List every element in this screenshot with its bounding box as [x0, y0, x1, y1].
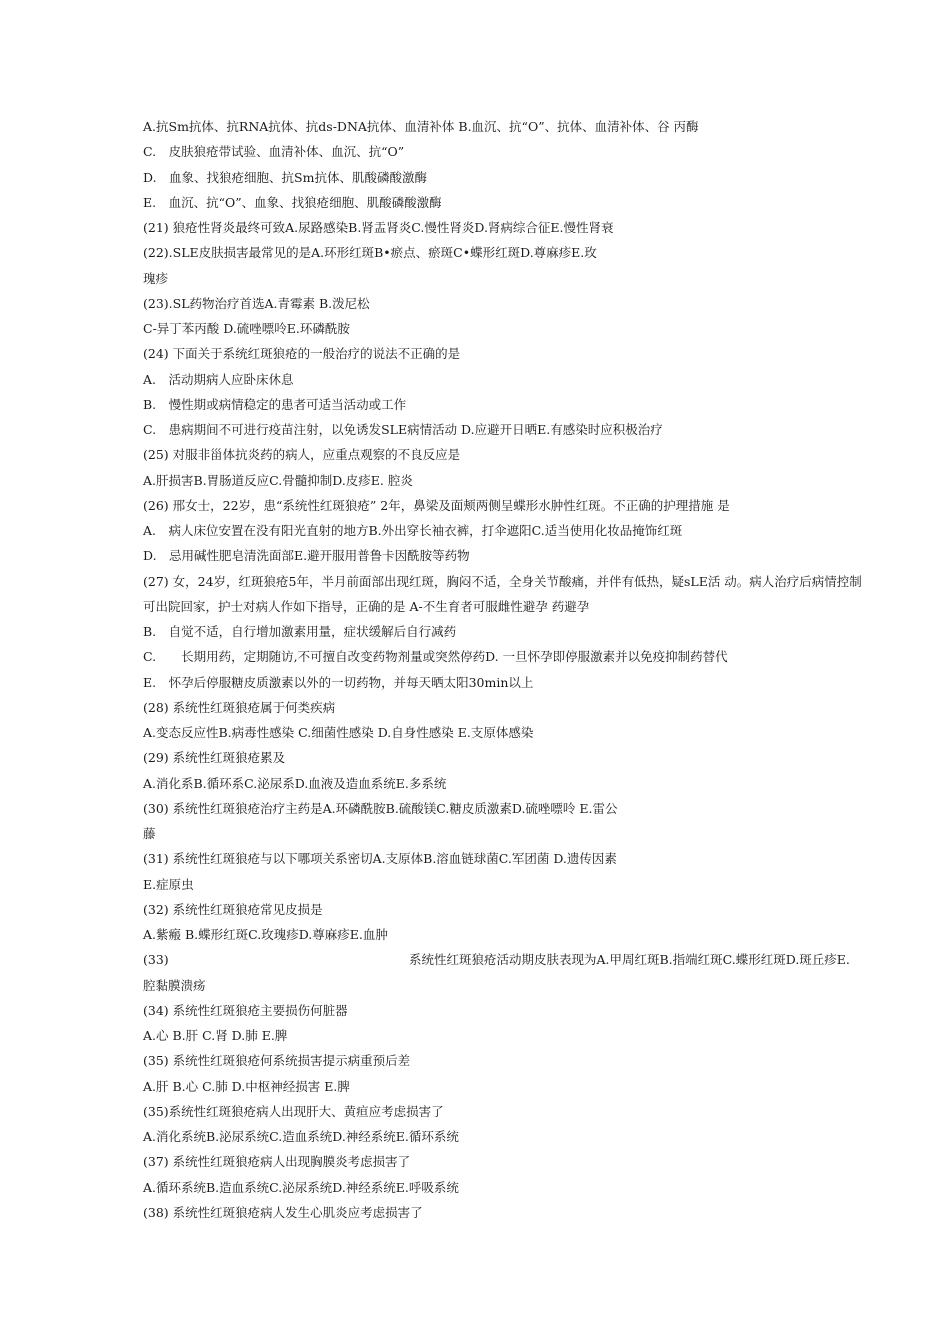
text-line: C. 患病期间不可进行疫苗注射，以免诱发SLE病情活动 D.应避开日晒E.有感染时应积极治疗 [143, 422, 663, 437]
text-line: C. 长期用药，定期随访,不可擅自改变药物剂量或突然停药D. 一旦怀孕即停服激素并以免疫抑制药替代 [143, 649, 728, 664]
text-line-q33 [143, 951, 850, 969]
text-line: A.抗Sm抗体、抗RNA抗体、抗ds-DNA抗体、血清补体 B.血沉、抗“O”、抗体、血清补体、谷 丙酶 [143, 119, 699, 134]
text-line: (27) 女，24岁，红斑狼疮5年，半月前面部出现红斑，胸闷不适，全身关节酸痛，并伴有低热，疑sLE活 动。病人治疗后病情控制 [143, 574, 862, 589]
text-line: 瑰疹 [143, 271, 169, 286]
text-line: 可出院回家，护士对病人作如下指导，正确的是 A-不生育者可服雌性避孕 药避孕 [143, 599, 590, 614]
text-line: D. 血象、找狼疮细胞、抗Sm抗体、肌酸磷酸激酶 [143, 170, 427, 185]
text-line: E. 怀孕后停服糖皮质激素以外的一切药物，并每天晒太阳30min以上 [143, 675, 534, 690]
text-line: A. 活动期病人应卧床休息 [143, 372, 294, 387]
text-line: (32) 系统性红斑狼疮常见皮损是 [143, 902, 323, 917]
text-line: (22).SLE皮肤损害最常见的是A.环形红斑B•瘀点、瘀斑C•蝶形红斑D.尊麻疹E.玫 [143, 245, 597, 260]
text-line: (23).SL药物治疗首选A.青霉素 B.泼尼松 [143, 296, 370, 311]
text-line: (26) 邢女士，22岁，患“系统性红斑狼疮” 2年，鼻梁及面颊两侧呈蝶形水肿性红斑。不正确的护理措施 是 [143, 498, 730, 513]
text-line: (37) 系统性红斑狼疮病人出现胸膜炎考虑损害了 [143, 1154, 411, 1169]
text-line: A.心 B.肝 C.肾 D.肺 E.脾 [143, 1028, 288, 1043]
text-line: A. 病人床位安置在没有阳光直射的地方B.外出穿长袖衣裤，打伞遮阳C.适当使用化妆品掩饰红斑 [143, 523, 683, 538]
text-line: B. 慢性期或病情稳定的患者可适当活动或工作 [143, 397, 407, 412]
question-text: 系统性红斑狼疮活动期皮肤表现为A.甲周红斑B.指端红斑C.蝶形红斑D.斑丘疹E. [409, 952, 850, 967]
text-line: E.症原虫 [143, 877, 194, 892]
text-line: A.肝 B.心 C.肺 D.中枢神经损害 E.脾 [143, 1079, 350, 1094]
text-line: (21) 狼疮性肾炎最终可致A.尿路感染B.肾盂肾炎C.慢性肾炎D.肾病综合征E.慢性肾衰 [143, 220, 614, 235]
text-line: A.消化系B.循环系C.泌尿系D.血液及造血系统E.多系统 [143, 776, 447, 791]
text-line: A.紫瘢 B.蝶形红斑C.玫瑰疹D.尊麻疹E.血肿 [143, 927, 388, 942]
text-line: (38) 系统性红斑狼疮病人发生心肌炎应考虑损害了 [143, 1205, 423, 1220]
text-line: (30) 系统性红斑狼疮治疗主药是A.环磷酰胺B.硫酸镁C.糖皮质激素D.硫唑嘌呤 E.雷公 [143, 801, 618, 816]
text-line: (35) 系统性红斑狼疮何系统损害提示病重预后差 [143, 1053, 411, 1068]
text-line: D. 忌用碱性肥皂清洗面部E.避开服用普鲁卡因酰胺等药物 [143, 548, 470, 563]
text-line: (24) 下面关于系统红斑狼疮的一般治疗的说法不正确的是 [143, 346, 461, 361]
text-line: A.循环系统B.造血系统C.泌尿系统D.神经系统E.呼吸系统 [143, 1180, 459, 1195]
text-line: C-异丁苯丙酸 D.硫唑嘌呤E.环磷酰胺 [143, 321, 350, 336]
text-line: (31) 系统性红斑狼疮与以下哪项关系密切A.支原体B.溶血链球菌C.军团菌 D.遗传因素 [143, 851, 617, 866]
text-line: 藤 [143, 826, 156, 841]
text-line: (35)系统性红斑狼疮病人出现肝大、黄疸应考虑损害了 [143, 1104, 444, 1119]
text-line: 腔黏膜溃疡 [143, 978, 206, 993]
text-line: (29) 系统性红斑狼疮累及 [143, 750, 286, 765]
text-line: A.肝损害B.胃肠道反应C.骨髓抑制D.皮疹E. 腔炎 [143, 473, 413, 488]
text-line: A.消化系统B.泌尿系统C.造血系统D.神经系统E.循环系统 [143, 1129, 459, 1144]
text-line: (25) 对服非甾体抗炎药的病人，应重点观察的不良反应是 [143, 447, 461, 462]
text-line: B. 自觉不适，自行增加激素用量，症状缓解后自行减药 [143, 624, 457, 639]
text-line: A.变态反应性B.病毒性感染 C.细菌性感染 D.自身性感染 E.支原体感染 [143, 725, 534, 740]
question-number: (33) [143, 952, 169, 967]
text-line: (28) 系统性红斑狼疮属于何类疾病 [143, 700, 336, 715]
text-line: C. 皮肤狼疮带试验、血清补体、血沉、抗“O” [143, 144, 405, 159]
text-line: E. 血沉、抗“O”、血象、找狼疮细胞、肌酸磷酸激酶 [143, 195, 442, 210]
text-line: (34) 系统性红斑狼疮主要损伤何脏器 [143, 1003, 348, 1018]
